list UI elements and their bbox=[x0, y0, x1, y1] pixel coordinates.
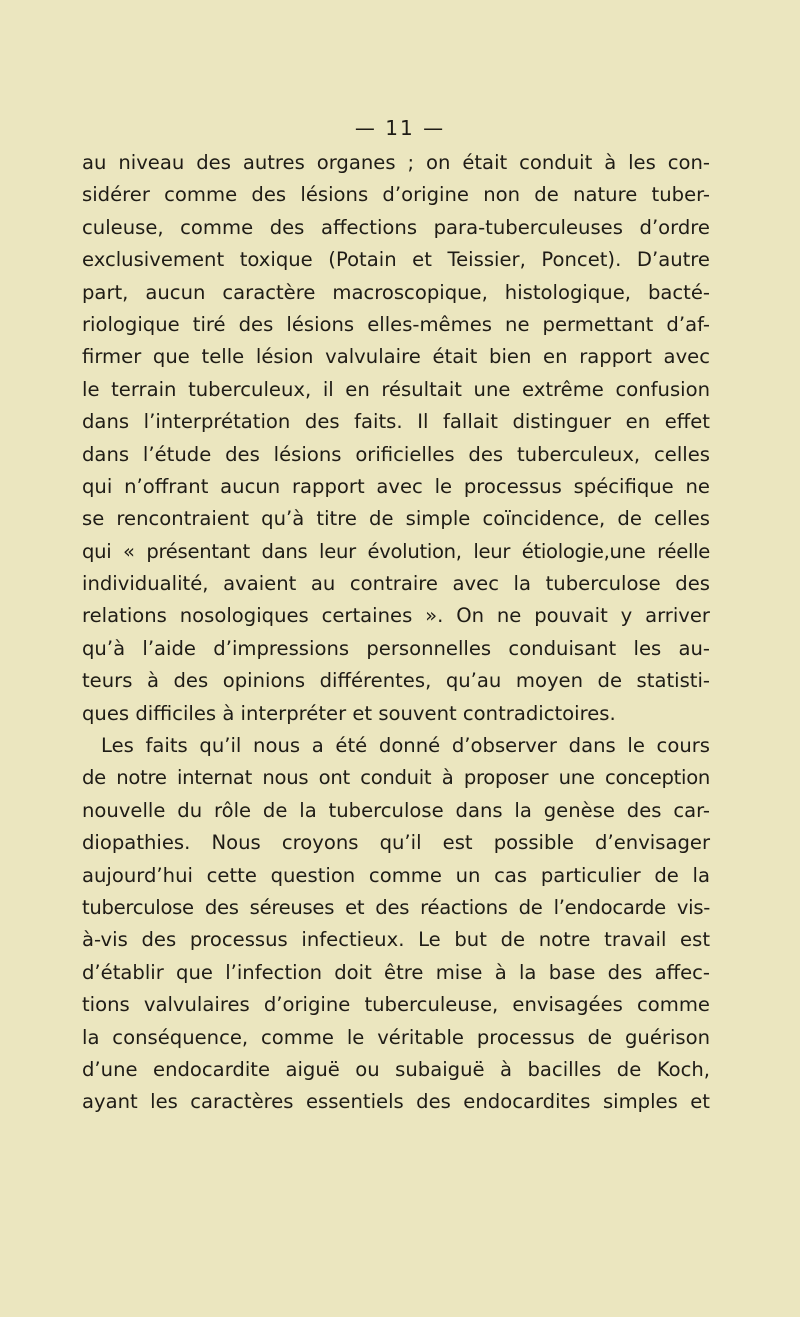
text-line: la conséquence, comme le véritable processus de guérison bbox=[82, 1025, 710, 1049]
text-line: tions valvulaires d’origine tuberculeuse, envisagées comme bbox=[82, 993, 710, 1017]
text-line: aujourd’hui cette question comme un cas particulier de la bbox=[82, 863, 710, 887]
text-line: qui n’offrant aucun rapport avec le processus spécifique ne bbox=[82, 474, 710, 498]
text-line: nouvelle du rôle de la tuberculose dans la genèse des car- bbox=[82, 798, 710, 822]
text-line: dans l’interprétation des faits. Il fallait distinguer en effet bbox=[82, 410, 710, 434]
text-line: au niveau des autres organes ; on était conduit à les con- bbox=[82, 151, 710, 174]
text-line: sidérer comme des lésions d’origine non de nature tuber- bbox=[82, 183, 710, 207]
text-line: ayant les caractères essentiels des endocardites simples et bbox=[82, 1090, 710, 1114]
text-line: riologique tiré des lésions elles-mêmes ne permettant d’af- bbox=[82, 312, 710, 336]
text-line: le terrain tuberculeux, il en résultait une extrême confusion bbox=[82, 377, 710, 401]
text-line: part, aucun caractère macroscopique, histologique, bacté- bbox=[82, 280, 710, 304]
text-line: se rencontraient qu’à titre de simple coïncidence, de celles bbox=[82, 507, 710, 531]
text-line: qu’à l’aide d’impressions personnelles conduisant les au- bbox=[82, 636, 710, 660]
text-line: d’établir que l’infection doit être mise à la base des affec- bbox=[82, 960, 710, 984]
text-line: d’une endocardite aiguë ou subaiguë à bacilles de Koch, bbox=[82, 1057, 710, 1081]
text-line: diopathies. Nous croyons qu’il est possible d’envisager bbox=[82, 831, 710, 855]
text-line: de notre internat nous ont conduit à proposer une conception bbox=[82, 766, 710, 790]
text-line: qui « présentant dans leur évolution, leur étiologie,une réelle bbox=[82, 539, 710, 563]
text-line: exclusivement toxique (Potain et Teissier, Poncet). D’autre bbox=[82, 248, 710, 272]
text-line: culeuse, comme des affections para-tuberculeuses d’ordre bbox=[82, 215, 710, 239]
paragraph-start-line: Les faits qu’il nous a été donné d’observer dans le cours bbox=[101, 734, 710, 758]
text-line: ques difficiles à interpréter et souvent contradictoires. bbox=[82, 701, 616, 725]
text-line: à-vis des processus infectieux. Le but de notre travail est bbox=[82, 928, 710, 952]
text-line: teurs à des opinions différentes, qu’au moyen de statisti- bbox=[82, 669, 710, 693]
text-line: relations nosologiques certaines ». On ne pouvait y arriver bbox=[82, 604, 710, 628]
text-line: firmer que telle lésion valvulaire était bien en rapport avec bbox=[82, 345, 710, 369]
body-text bbox=[82, 147, 710, 1119]
page-number: — 11 — bbox=[354, 116, 446, 140]
text-line: individualité, avaient au contraire avec la tuberculose des bbox=[82, 572, 710, 596]
text-line: dans l’étude des lésions orificielles des tuberculeux, celles bbox=[82, 442, 710, 466]
text-line: tuberculose des séreuses et des réactions de l’endocarde vis- bbox=[82, 895, 710, 919]
